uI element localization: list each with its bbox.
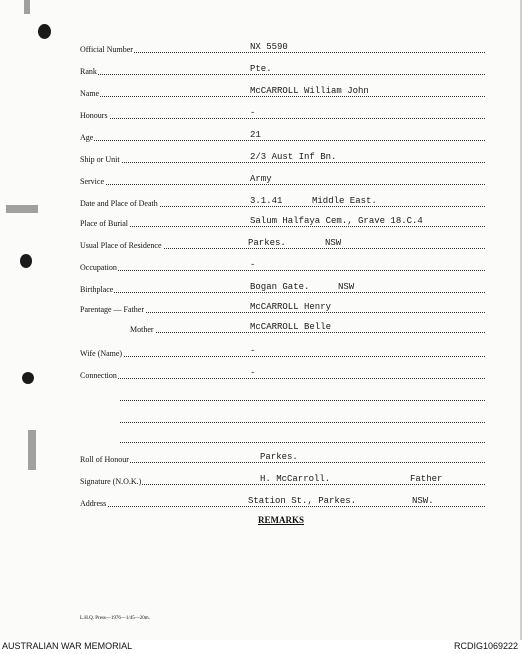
punch-hole-middle: [20, 254, 32, 268]
binding-wear-mark: [28, 430, 36, 470]
field-label: Connection: [80, 371, 117, 380]
field-value: Salum Halfaya Cem., Grave 18.C.4: [250, 216, 423, 226]
archive-name: AUSTRALIAN WAR MEMORIAL: [2, 641, 133, 651]
remarks-heading: REMARKS: [258, 515, 305, 525]
address-street-value: Station St., Parkes.: [248, 496, 357, 506]
field-label: Place of Burial: [80, 219, 128, 228]
punch-hole-top: [38, 24, 51, 39]
field-address: [80, 494, 485, 508]
field-value: NX 5590: [250, 42, 288, 52]
field-label: Address: [80, 499, 107, 508]
field-service: [80, 172, 485, 186]
field-label: Mother: [130, 325, 154, 334]
field-value: Parkes.: [260, 452, 298, 462]
residence-state-value: NSW: [325, 238, 342, 248]
field-official-number: [80, 40, 485, 54]
field-value: 2/3 Aust Inf Bn.: [250, 152, 337, 162]
field-parentage-mother: [80, 320, 485, 334]
birthplace-town-value: Bogan Gate.: [250, 282, 310, 292]
field-label: Ship or Unit: [80, 155, 120, 164]
field-label: Roll of Honour: [80, 455, 129, 464]
field-value: -: [250, 346, 256, 356]
field-label: Occupation: [80, 263, 117, 272]
field-value: McCARROLL William John: [250, 86, 369, 96]
field-name: [80, 84, 485, 98]
field-label: Rank: [80, 67, 97, 76]
field-label: Official Number: [80, 45, 133, 54]
field-usual-residence: [80, 236, 485, 250]
field-place-of-burial: [80, 214, 485, 228]
field-age: [80, 128, 485, 142]
field-value: -: [250, 368, 256, 378]
field-value: Army: [250, 174, 272, 184]
field-connection: [80, 366, 485, 380]
field-rank: [80, 62, 485, 76]
connection-continuation-line: [120, 410, 485, 424]
field-label: Birthplace: [80, 285, 114, 294]
field-label: Parentage — Father: [80, 305, 144, 314]
death-date-value: 3.1.41: [250, 196, 283, 206]
field-birthplace: [80, 280, 485, 294]
field-roll-of-honour: [80, 450, 485, 464]
field-label: Wife (Name): [80, 349, 123, 358]
field-parentage-father: [80, 300, 485, 314]
connection-continuation-line: [120, 430, 485, 444]
field-label: Honours: [80, 111, 108, 120]
field-value: -: [250, 260, 256, 270]
field-honours: [80, 106, 485, 120]
connection-continuation-line: [120, 388, 485, 402]
field-label: Service: [80, 177, 104, 186]
field-value: Pte.: [250, 64, 272, 74]
residence-town-value: Parkes.: [248, 238, 286, 248]
address-state-value: NSW.: [412, 496, 434, 506]
binding-wear-mark: [24, 0, 30, 14]
field-label: Age: [80, 133, 94, 142]
death-place-value: Middle East.: [312, 196, 377, 206]
form-print-code: L.H.Q. Press—1976—1/45—20m.: [80, 616, 150, 621]
field-occupation: [80, 258, 485, 272]
archive-reference: RCDIG1069222: [453, 641, 518, 651]
field-value: McCARROLL Belle: [250, 322, 332, 332]
field-label: Signature (N.O.K.): [80, 477, 142, 486]
field-label: Name: [80, 89, 100, 98]
field-label: Usual Place of Residence: [80, 241, 162, 250]
signature-name-value: H. McCarroll.: [260, 474, 331, 484]
field-value: 21: [250, 130, 261, 140]
field-date-place-of-death: [80, 194, 485, 208]
field-label: Date and Place of Death: [80, 199, 158, 208]
field-wife: [80, 344, 485, 358]
field-signature-nok: [80, 472, 485, 486]
signature-relation-value: Father: [410, 474, 443, 484]
field-ship-or-unit: [80, 150, 485, 164]
birthplace-state-value: NSW: [338, 282, 355, 292]
field-value: McCARROLL Henry: [250, 302, 332, 312]
binding-wear-mark: [6, 205, 38, 213]
punch-hole-lower: [22, 372, 34, 384]
field-value: -: [250, 108, 256, 118]
